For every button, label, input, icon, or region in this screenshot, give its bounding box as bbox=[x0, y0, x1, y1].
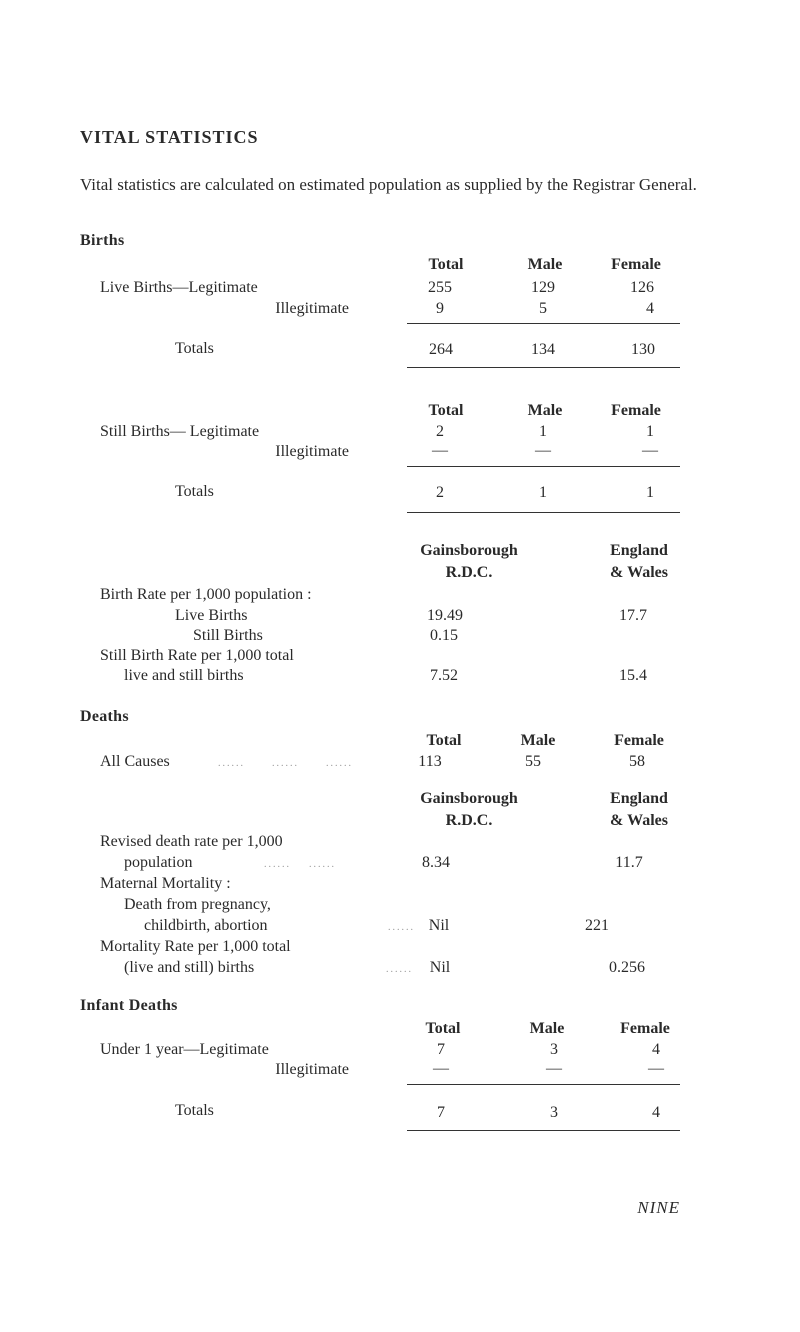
all-causes-total: 113 bbox=[418, 753, 442, 770]
infant-header-female: Female bbox=[620, 1020, 670, 1037]
mortality-rate-leader: ...... bbox=[386, 964, 413, 975]
birth-rate-col2-line1: England bbox=[610, 542, 668, 559]
infant-legit-female: 4 bbox=[652, 1041, 660, 1058]
intro-paragraph: Vital statistics are calculated on estimated population as supplied by the Registrar General. bbox=[80, 175, 697, 194]
deaths-header-male: Male bbox=[520, 732, 556, 749]
infant-illegit-label: Illegitimate bbox=[275, 1061, 349, 1078]
all-causes-male: 55 bbox=[525, 753, 541, 770]
still-legit-female: 1 bbox=[646, 423, 654, 440]
deaths-header-total: Total bbox=[426, 732, 462, 749]
infant-rule-top bbox=[407, 1084, 680, 1085]
infant-legit-male: 3 bbox=[550, 1041, 558, 1058]
deaths-header-female: Female bbox=[614, 732, 664, 749]
still-header-total: Total bbox=[428, 402, 464, 419]
still-illegit-female: — bbox=[642, 442, 658, 459]
death-rate-col1-line1: Gainsborough bbox=[420, 790, 518, 807]
live-illegit-total: 9 bbox=[436, 300, 444, 317]
birth-rate-live-gain: 19.49 bbox=[427, 607, 463, 624]
still-header-male: Male bbox=[527, 402, 563, 419]
revised-death-rate-label-2: population bbox=[124, 854, 193, 871]
still-illegit-male: — bbox=[535, 442, 551, 459]
page-footer: NINE bbox=[637, 1198, 680, 1217]
birth-rate-still-gain: 0.15 bbox=[430, 627, 458, 644]
live-rule-top bbox=[407, 323, 680, 324]
mortality-rate-label-1: Mortality Rate per 1,000 total bbox=[100, 938, 291, 955]
death-rate-col1-line2: R.D.C. bbox=[445, 812, 493, 829]
infant-totals-female: 4 bbox=[652, 1104, 660, 1121]
still-birth-rate-label-2: live and still births bbox=[124, 667, 244, 684]
live-legit-label: Live Births—Legitimate bbox=[100, 279, 258, 296]
still-totals-total: 2 bbox=[436, 484, 444, 501]
birth-rate-col2-line2: & Wales bbox=[610, 564, 668, 581]
infant-totals-male: 3 bbox=[550, 1104, 558, 1121]
live-header-male: Male bbox=[527, 256, 563, 273]
live-legit-female: 126 bbox=[630, 279, 654, 296]
birth-rate-group-label: Birth Rate per 1,000 population : bbox=[100, 586, 312, 603]
still-legit-total: 2 bbox=[436, 423, 444, 440]
live-legit-male: 129 bbox=[531, 279, 555, 296]
live-illegit-male: 5 bbox=[539, 300, 547, 317]
still-totals-male: 1 bbox=[539, 484, 547, 501]
still-birth-rate-eng: 15.4 bbox=[619, 667, 647, 684]
maternal-mortality-label: Maternal Mortality : bbox=[100, 875, 231, 892]
infant-header-male: Male bbox=[529, 1020, 565, 1037]
revised-death-rate-label-1: Revised death rate per 1,000 bbox=[100, 833, 283, 850]
live-totals-female: 130 bbox=[631, 341, 655, 358]
live-rule-bottom bbox=[407, 367, 680, 368]
still-rule-bottom bbox=[407, 512, 680, 513]
death-pregnancy-eng: 221 bbox=[585, 917, 609, 934]
infant-illegit-total: — bbox=[433, 1060, 449, 1077]
infant-deaths-heading: Infant Deaths bbox=[80, 997, 178, 1014]
still-header-female: Female bbox=[611, 402, 661, 419]
infant-legit-label: Under 1 year—Legitimate bbox=[100, 1041, 269, 1058]
death-rate-col2-line1: England bbox=[610, 790, 668, 807]
revised-death-rate-gain: 8.34 bbox=[422, 854, 450, 871]
live-totals-male: 134 bbox=[531, 341, 555, 358]
infant-legit-total: 7 bbox=[437, 1041, 445, 1058]
death-rate-col2-line2: & Wales bbox=[610, 812, 668, 829]
all-causes-female: 58 bbox=[629, 753, 645, 770]
births-heading: Births bbox=[80, 232, 125, 249]
death-pregnancy-label-1: Death from pregnancy, bbox=[124, 896, 271, 913]
still-birth-rate-gain: 7.52 bbox=[430, 667, 458, 684]
still-birth-rate-label-1: Still Birth Rate per 1,000 total bbox=[100, 647, 294, 664]
live-header-total: Total bbox=[428, 256, 464, 273]
live-header-female: Female bbox=[611, 256, 661, 273]
live-totals-label: Totals bbox=[175, 340, 214, 357]
live-illegit-female: 4 bbox=[646, 300, 654, 317]
birth-rate-live-label: Live Births bbox=[175, 607, 248, 624]
revised-death-rate-leader: ...... ...... bbox=[264, 859, 336, 870]
still-illegit-label: Illegitimate bbox=[275, 443, 349, 460]
all-causes-leader: ...... ...... ...... bbox=[218, 758, 353, 769]
infant-header-total: Total bbox=[425, 1020, 461, 1037]
mortality-rate-gain: Nil bbox=[429, 959, 451, 976]
live-illegit-label: Illegitimate bbox=[275, 300, 349, 317]
birth-rate-col1-line2: R.D.C. bbox=[445, 564, 493, 581]
page-title: VITAL STATISTICS bbox=[80, 127, 259, 147]
infant-illegit-male: — bbox=[546, 1060, 562, 1077]
birth-rate-col1-line1: Gainsborough bbox=[420, 542, 518, 559]
death-pregnancy-leader: ...... bbox=[388, 922, 415, 933]
infant-illegit-female: — bbox=[648, 1060, 664, 1077]
infant-totals-label: Totals bbox=[175, 1102, 214, 1119]
live-legit-total: 255 bbox=[428, 279, 452, 296]
death-pregnancy-label-2: childbirth, abortion bbox=[144, 917, 268, 934]
mortality-rate-label-2: (live and still) births bbox=[124, 959, 255, 976]
still-illegit-total: — bbox=[432, 442, 448, 459]
still-legit-label: Still Births— Legitimate bbox=[100, 423, 260, 440]
live-totals-total: 264 bbox=[429, 341, 453, 358]
infant-rule-bottom bbox=[407, 1130, 680, 1131]
all-causes-label: All Causes bbox=[100, 753, 170, 770]
deaths-heading: Deaths bbox=[80, 708, 129, 725]
still-rule-top bbox=[407, 466, 680, 467]
birth-rate-still-label: Still Births bbox=[193, 627, 263, 644]
infant-totals-total: 7 bbox=[437, 1104, 445, 1121]
still-totals-label: Totals bbox=[175, 483, 214, 500]
revised-death-rate-eng: 11.7 bbox=[615, 854, 643, 871]
still-legit-male: 1 bbox=[539, 423, 547, 440]
mortality-rate-eng: 0.256 bbox=[609, 959, 645, 976]
birth-rate-live-eng: 17.7 bbox=[619, 607, 647, 624]
still-totals-female: 1 bbox=[646, 484, 654, 501]
death-pregnancy-gain: Nil bbox=[428, 917, 450, 934]
